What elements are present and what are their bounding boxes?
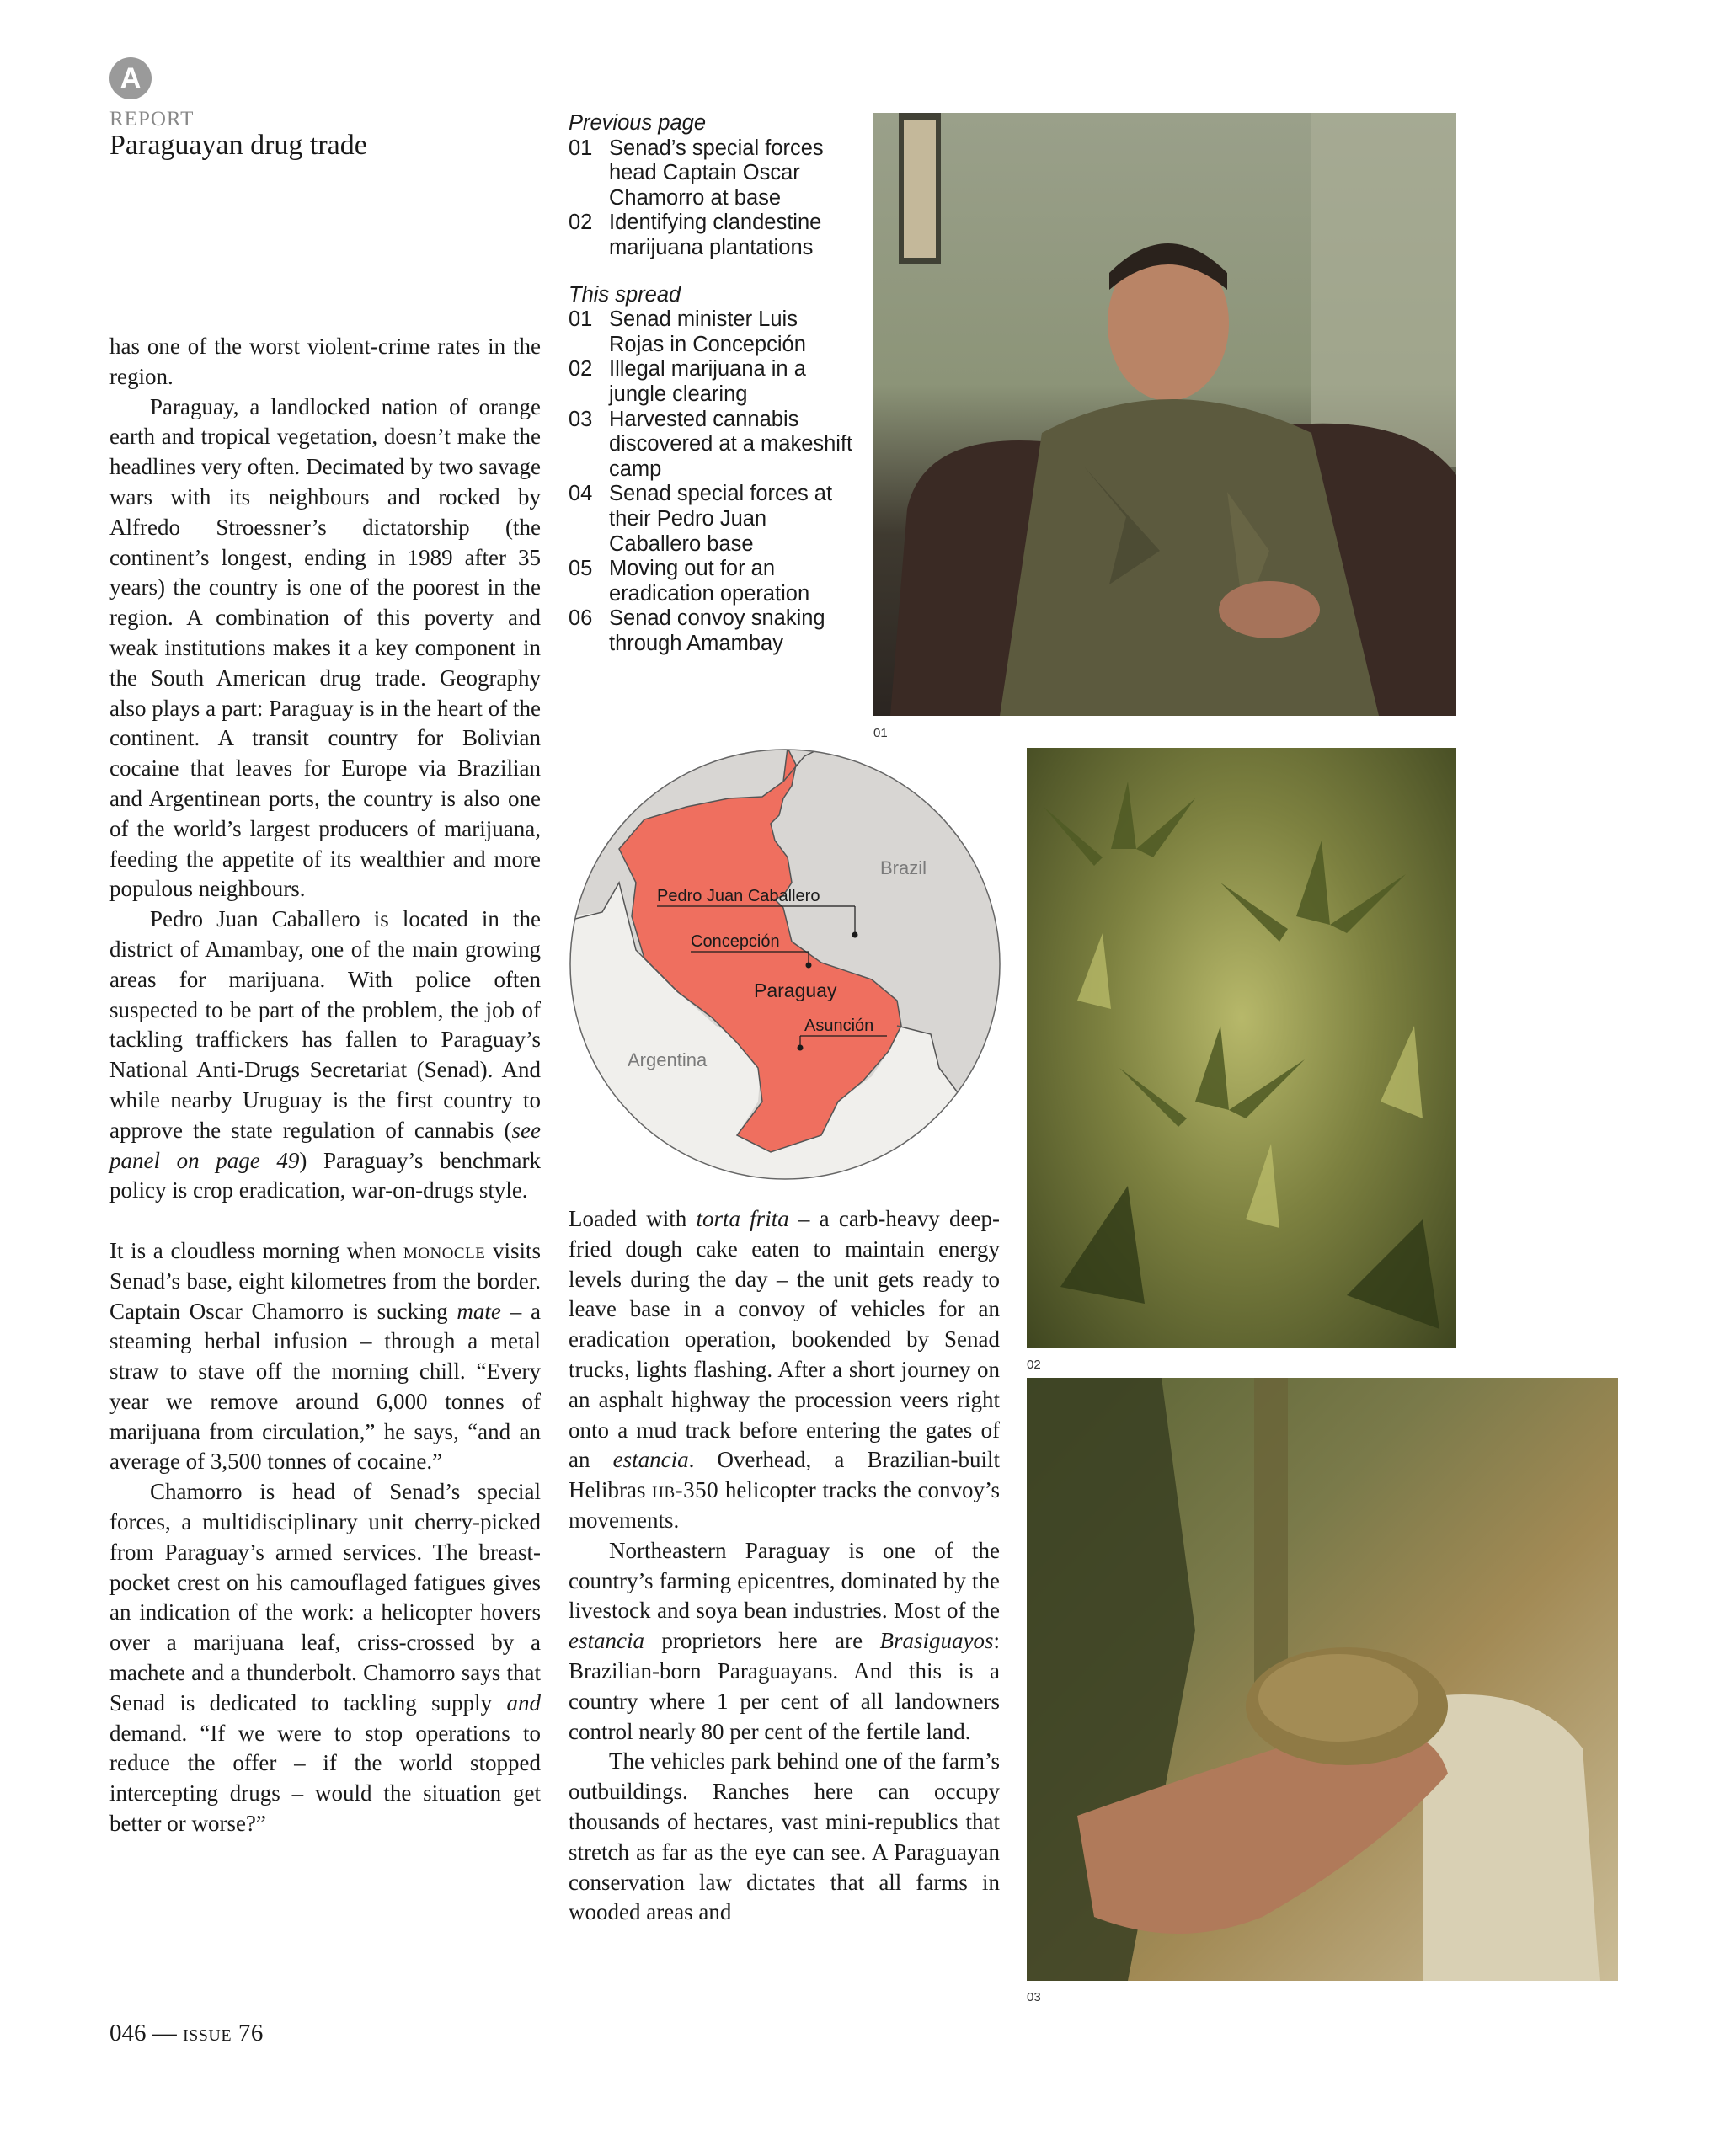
paragraph: has one of the worst violent-crime rates in the region. [109, 334, 541, 389]
article-column-2 [569, 1204, 1000, 1928]
caption-item [569, 606, 855, 656]
label-pedro-juan-caballero: Pedro Juan Caballero [657, 887, 820, 905]
caption-text: Identifying clandestine marijuana plantations [609, 211, 822, 259]
footer-separator: — [152, 2020, 177, 2047]
issue-number: issue 76 [183, 2020, 264, 2047]
caption-text: Senad minister Luis Rojas in Concepción [609, 307, 806, 356]
harvest-illustration [1027, 1378, 1618, 1981]
caption-text: Senad convoy snaking through Amambay [609, 606, 825, 655]
label-asuncion: Asunción [804, 1017, 874, 1035]
caption-item [569, 211, 855, 260]
text-run: see panel on page 49 [109, 1117, 541, 1173]
caption-number: 02 [569, 211, 593, 235]
label-argentina: Argentina [628, 1049, 708, 1070]
text-run: mate [457, 1298, 501, 1324]
text-run: and [506, 1689, 541, 1716]
text-run: estancia [569, 1628, 644, 1654]
text-run: hb-350 [652, 1477, 719, 1503]
caption-number: 05 [569, 557, 593, 581]
caption-number: 04 [569, 482, 593, 506]
caption-item [569, 408, 855, 483]
text-run: demand. “If we were to stop operations to reduce the offer – if the world stopped intercepting drugs – would the situation get better or worse?” [109, 1720, 541, 1837]
caption-item [569, 482, 855, 557]
text-run: – a carb-heavy deep-fried dough cake eaten to maintain energy levels during the day – the unit gets ready to leave base in a convoy of vehicles for an eradication operation, bookended by Senad trucks, lights flashing. After a short journey on an asphalt highway the procession veers right onto a mud track before entering the gates of an [569, 1206, 1000, 1473]
paragraph: Paraguay, a landlocked nation of orange earth and tropical vegetation, doesn’t make the headlines very often. Decimated by two savage wars with its neighbours and rocked by Alfredo Stroessner’s dictatorship (the continent’s longest, ending in 1989 after 35 years) the country is one of the poorest in the region. A combination of this poverty and weak institutions makes it a key component in the South American drug trade. Geography also plays a part: Paraguay is in the heart of the continent. A transit country for Bolivian cocaine that leaves for Europe via Brazilian and Argentinean ports, the country is also one of the world’s largest producers of marijuana, feeding the appetite of its wealthier and more populous neighbours. [109, 393, 541, 902]
label-brazil: Brazil [880, 857, 927, 878]
text-run: Brasiguayos [879, 1628, 994, 1654]
section-kicker: REPORT [109, 108, 195, 131]
text-run: torta frita [696, 1206, 789, 1231]
portrait-illustration [873, 113, 1456, 716]
text-run: proprietors here are [644, 1628, 880, 1654]
caption-text: Illegal marijuana in a jungle clearing [609, 357, 806, 406]
caption-text: Harvested cannabis discovered at a makeshift camp [609, 407, 853, 481]
photo-number: 03 [1027, 1990, 1041, 2004]
photo-captions [569, 111, 855, 656]
section-badge: A [109, 57, 152, 99]
caption-text: Senad’s special forces head Captain Oscar Chamorro at base [609, 136, 824, 210]
caption-number: 01 [569, 307, 593, 332]
city-dot [798, 1045, 804, 1051]
paragraph [109, 905, 541, 1206]
caption-heading: Previous page [569, 111, 707, 135]
caption-text: Senad special forces at their Pedro Juan Caballero base [609, 482, 833, 556]
photo-senad-minister [873, 113, 1456, 716]
text-run: . Overhead, a Brazilian-built Helibras [569, 1447, 1000, 1503]
text-run: monocle [403, 1237, 486, 1263]
photo-harvested-cannabis [1027, 1378, 1618, 1981]
text-run: – a steaming herbal infusion – through a metal straw to stave off the morning chill. “Every year we remove around 6,000 tonnes of marijuana from circulation,” he says, “and an average of 3,500 tonnes of cocaine.” [109, 1298, 541, 1475]
previous-page-captions [569, 111, 855, 261]
text-run: visits Senad’s base, eight kilometres from the border. Captain Oscar Chamorro is sucking [109, 1237, 541, 1324]
label-paraguay: Paraguay [754, 979, 837, 1001]
text-run: It is a cloudless morning when [109, 1237, 403, 1263]
label-concepcion: Concepción [691, 932, 780, 951]
city-dot [852, 932, 858, 938]
paragraph [109, 1477, 541, 1839]
photo-marijuana-clearing [1027, 748, 1456, 1348]
text-run: helicopter tracks the convoy’s movements. [569, 1477, 1000, 1533]
page-number: 046 [109, 2020, 147, 2047]
caption-item [569, 307, 855, 357]
text-run: Chamorro is head of Senad’s special forces, a multidisciplinary unit cherry-picked from Paraguay’s armed services. The breast-pocket crest on his camouflaged fatigues gives an indication of the work: a helicopter hovers over a marijuana leaf, criss-crossed by a machete and a thunderbolt. Chamorro says that Senad is dedicated to tackling supply [109, 1479, 541, 1716]
caption-number: 02 [569, 357, 593, 382]
caption-heading: This spread [569, 282, 681, 307]
paragraph [569, 1536, 1000, 1748]
text-run: Loaded with [569, 1206, 697, 1231]
paragraph [569, 1204, 1000, 1536]
city-dot [806, 963, 812, 969]
caption-text: Moving out for an eradication operation [609, 557, 810, 606]
text-run: : Brazilian-born Paraguayans. And this is a country where 1 per cent of all landowners control nearly 80 per cent of the fertile land. [569, 1628, 1000, 1744]
text-run: estancia [612, 1447, 689, 1473]
text-run: ) Paraguay’s benchmark policy is crop eradication, war-on-drugs style. [109, 1147, 541, 1203]
paragraph: The vehicles park behind one of the farm’s outbuildings. Ranches here can occupy thousands of hectares, vast mini-republics that stretch as far as the eye can see. A Paraguayan conservation law dictates that all farms in wooded areas and [569, 1748, 1000, 1925]
article-title: Paraguayan drug trade [109, 130, 367, 161]
text-run: Pedro Juan Caballero is located in the district of Amambay, one of the main growing areas for marijuana. With police often suspected to be part of the problem, the job of tackling traffickers has fallen to Paraguay’s National Anti-Drugs Secretariat (Senad). And while nearby Uruguay is the first country to approve the state regulation of cannabis ( [109, 906, 541, 1143]
caption-item [569, 136, 855, 211]
paragraph [109, 1236, 541, 1477]
cannabis-illustration [1027, 748, 1456, 1348]
page-footer [109, 2020, 264, 2047]
caption-number: 03 [569, 407, 593, 431]
caption-item [569, 557, 855, 606]
caption-number: 06 [569, 606, 593, 631]
photo-number: 02 [1027, 1358, 1041, 1372]
article-column-1 [109, 332, 541, 1839]
paraguay-map [569, 748, 1002, 1182]
caption-number: 01 [569, 136, 593, 160]
photo-number: 01 [873, 726, 888, 740]
this-spread-captions [569, 283, 855, 657]
caption-item [569, 357, 855, 407]
text-run: Northeastern Paraguay is one of the country’s farming epicentres, dominated by the livestock and soya bean industries. Most of the [569, 1537, 1000, 1624]
